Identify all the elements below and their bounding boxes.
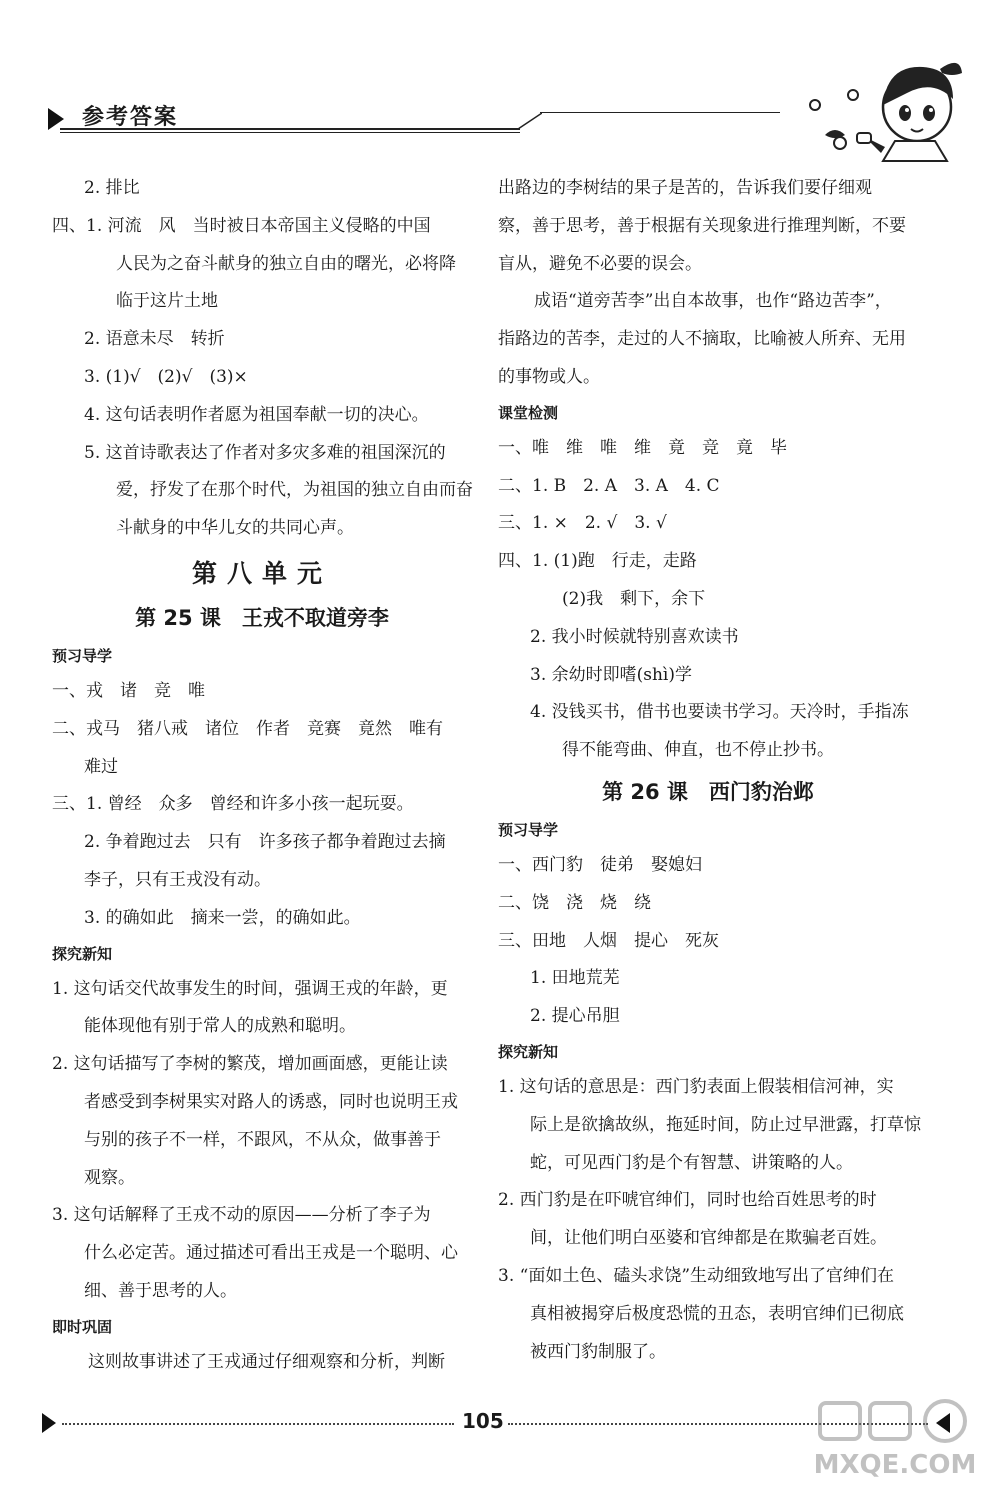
text-line: 三、1. 曾经 众多 曾经和许多小孩一起玩耍。 [52,794,414,815]
text-line: 李子，只有王戎没有动。 [84,869,271,890]
text-line: 察，善于思考，善于根据有关现象进行推理判断，不要 [498,215,906,236]
text-line: 出路边的李树结的果子是苦的，告诉我们要仔细观 [498,178,872,198]
text-line: 二、戎马 猪八戒 诸位 作者 竞赛 竟然 唯有 [52,718,443,739]
text-line: 2. 争着跑过去 只有 许多孩子都争着跑过去摘 [84,832,446,853]
cartoon-girl-icon [795,55,965,165]
section-heading: 课堂检测 [498,403,559,422]
watermark-text: MXQE.COM [813,1450,977,1480]
text-line: 四、1. 河流 风 当时被日本帝国主义侵略的中国 [52,215,431,236]
page-number: 105 [462,1409,504,1433]
page-header [0,0,1000,170]
text-line: 什么必定苦。通过描述可看出王戎是一个聪明、心 [84,1243,458,1264]
text-line: 人民为之奋斗献身的独立自由的曙光，必将降 [116,253,456,274]
section-heading: 即时巩固 [52,1317,113,1336]
text-line: 与别的孩子不一样，不跟风，不从众，做事善于 [84,1129,441,1150]
text-line: 一、戎 诸 竞 唯 [52,680,205,701]
text-line: 3. 的确如此 摘来一尝，的确如此。 [84,907,361,928]
text-line: 间，让他们明白巫婆和官绅都是在欺骗老百姓。 [530,1228,887,1249]
text-line: 2. 提心吊胆 [530,1006,620,1027]
text-line: 2. 排比 [84,178,140,198]
text-line: 观察。 [84,1167,135,1188]
unit-title: 第八单元 [191,558,332,588]
section-heading: 探究新知 [52,944,113,963]
text-line: 二、饶 浇 烧 绕 [498,892,651,913]
text-line: 2. 语意未尽 转折 [84,329,225,350]
text-line: 3. 余幼时即嗜(shì)学 [530,664,692,685]
text-line: 三、1. × 2. √ 3. √ [498,513,667,534]
watermark-logo [800,1395,990,1485]
text-line: 临于这片土地 [116,291,218,312]
lesson-title: 第 25 课 王戎不取道旁李 [135,605,389,630]
text-line: 3. (1)√ (2)√ (3)× [84,366,248,387]
lesson-title: 第 26 课 西门豹治邺 [602,779,814,804]
header-title: 参考答案 [82,105,179,130]
text-line: 爱，抒发了在那个时代，为祖国的独立自由而奋 [116,480,473,501]
text-line: 的事物或人。 [498,366,600,387]
section-heading: 探究新知 [498,1042,559,1061]
text-line: 细、善于思考的人。 [84,1280,237,1301]
text-line: 4. 没钱买书，借书也要读书学习。天冷时，手指冻 [530,702,909,723]
text-line: 2. 西门豹是在吓唬官绅们，同时也给百姓思考的时 [498,1190,877,1211]
header-arrow-icon [48,108,64,130]
text-line: (2)我 剩下，余下 [562,588,706,609]
text-line: 1. 田地荒芜 [530,968,620,989]
text-line: 能体现他有别于常人的成熟和聪明。 [84,1016,356,1037]
text-line: 盲从，避免不必要的误会。 [498,253,702,274]
text-line: 3. 这句话解释了王戎不动的原因——分析了李子为 [52,1205,431,1226]
text-line: 际上是欲擒故纵，拖延时间，防止过早泄露，打草惊 [530,1114,921,1135]
text-line: 三、田地 人烟 提心 死灰 [498,930,719,951]
text-line: 5. 这首诗歌表达了作者对多灾多难的祖国深沉的 [84,442,446,463]
text-line: 4. 这句话表明作者愿为祖国奉献一切的决心。 [84,404,429,425]
section-heading: 预习导学 [52,646,113,665]
text-line: 一、西门豹 徒弟 娶媳妇 [498,854,702,875]
text-line: 斗献身的中华儿女的共同心声。 [116,518,354,539]
text-line: 者感受到李树果实对路人的诱惑，同时也说明王戎 [84,1091,458,1112]
right-column [498,170,921,1371]
text-line: 指路边的苦李，走过的人不摘取，比喻被人所弃、无用 [498,329,906,350]
section-heading: 预习导学 [498,820,559,839]
text-line: 蛇，可见西门豹是个有智慧、讲策略的人。 [530,1152,853,1173]
text-line: 得不能弯曲、伸直，也不停止抄书。 [562,740,834,761]
text-line: 2. 这句话描写了李树的繁茂，增加画面感，更能让读 [52,1054,448,1075]
text-line: 二、1. B 2. A 3. A 4. C [498,475,720,496]
header-rule-right [540,112,780,113]
text-line: 四、1. (1)跑 行走，走路 [498,551,697,572]
text-line: 1. 这句话交代故事发生的时间，强调王戎的年龄，更 [52,978,448,999]
text-line: 成语“道旁苦李”出自本故事，也作“路边苦李”， [534,291,892,312]
text-line: 难过 [84,756,118,777]
text-line: 真相被揭穿后极度恐慌的丑态，表明官绅们已彻底 [530,1303,904,1324]
left-column [52,170,472,1382]
header-slant-line [518,112,542,130]
text-line: 1. 这句话的意思是：西门豹表面上假装相信河神，实 [498,1076,894,1097]
text-line: 这则故事讲述了王戎通过仔细观察和分析，判断 [88,1351,445,1372]
footer-dotted-rule [62,1423,454,1425]
text-line: 3. “面如土色、磕头求饶”生动细致地写出了官绅们在 [498,1265,895,1286]
header-rule [60,128,520,133]
text-line: 被西门豹制服了。 [530,1341,666,1362]
text-line: 一、唯 维 唯 维 竟 竞 竟 毕 [498,437,787,458]
footer-arrow-icon [42,1413,56,1433]
text-line: 2. 我小时候就特别喜欢读书 [530,626,739,647]
